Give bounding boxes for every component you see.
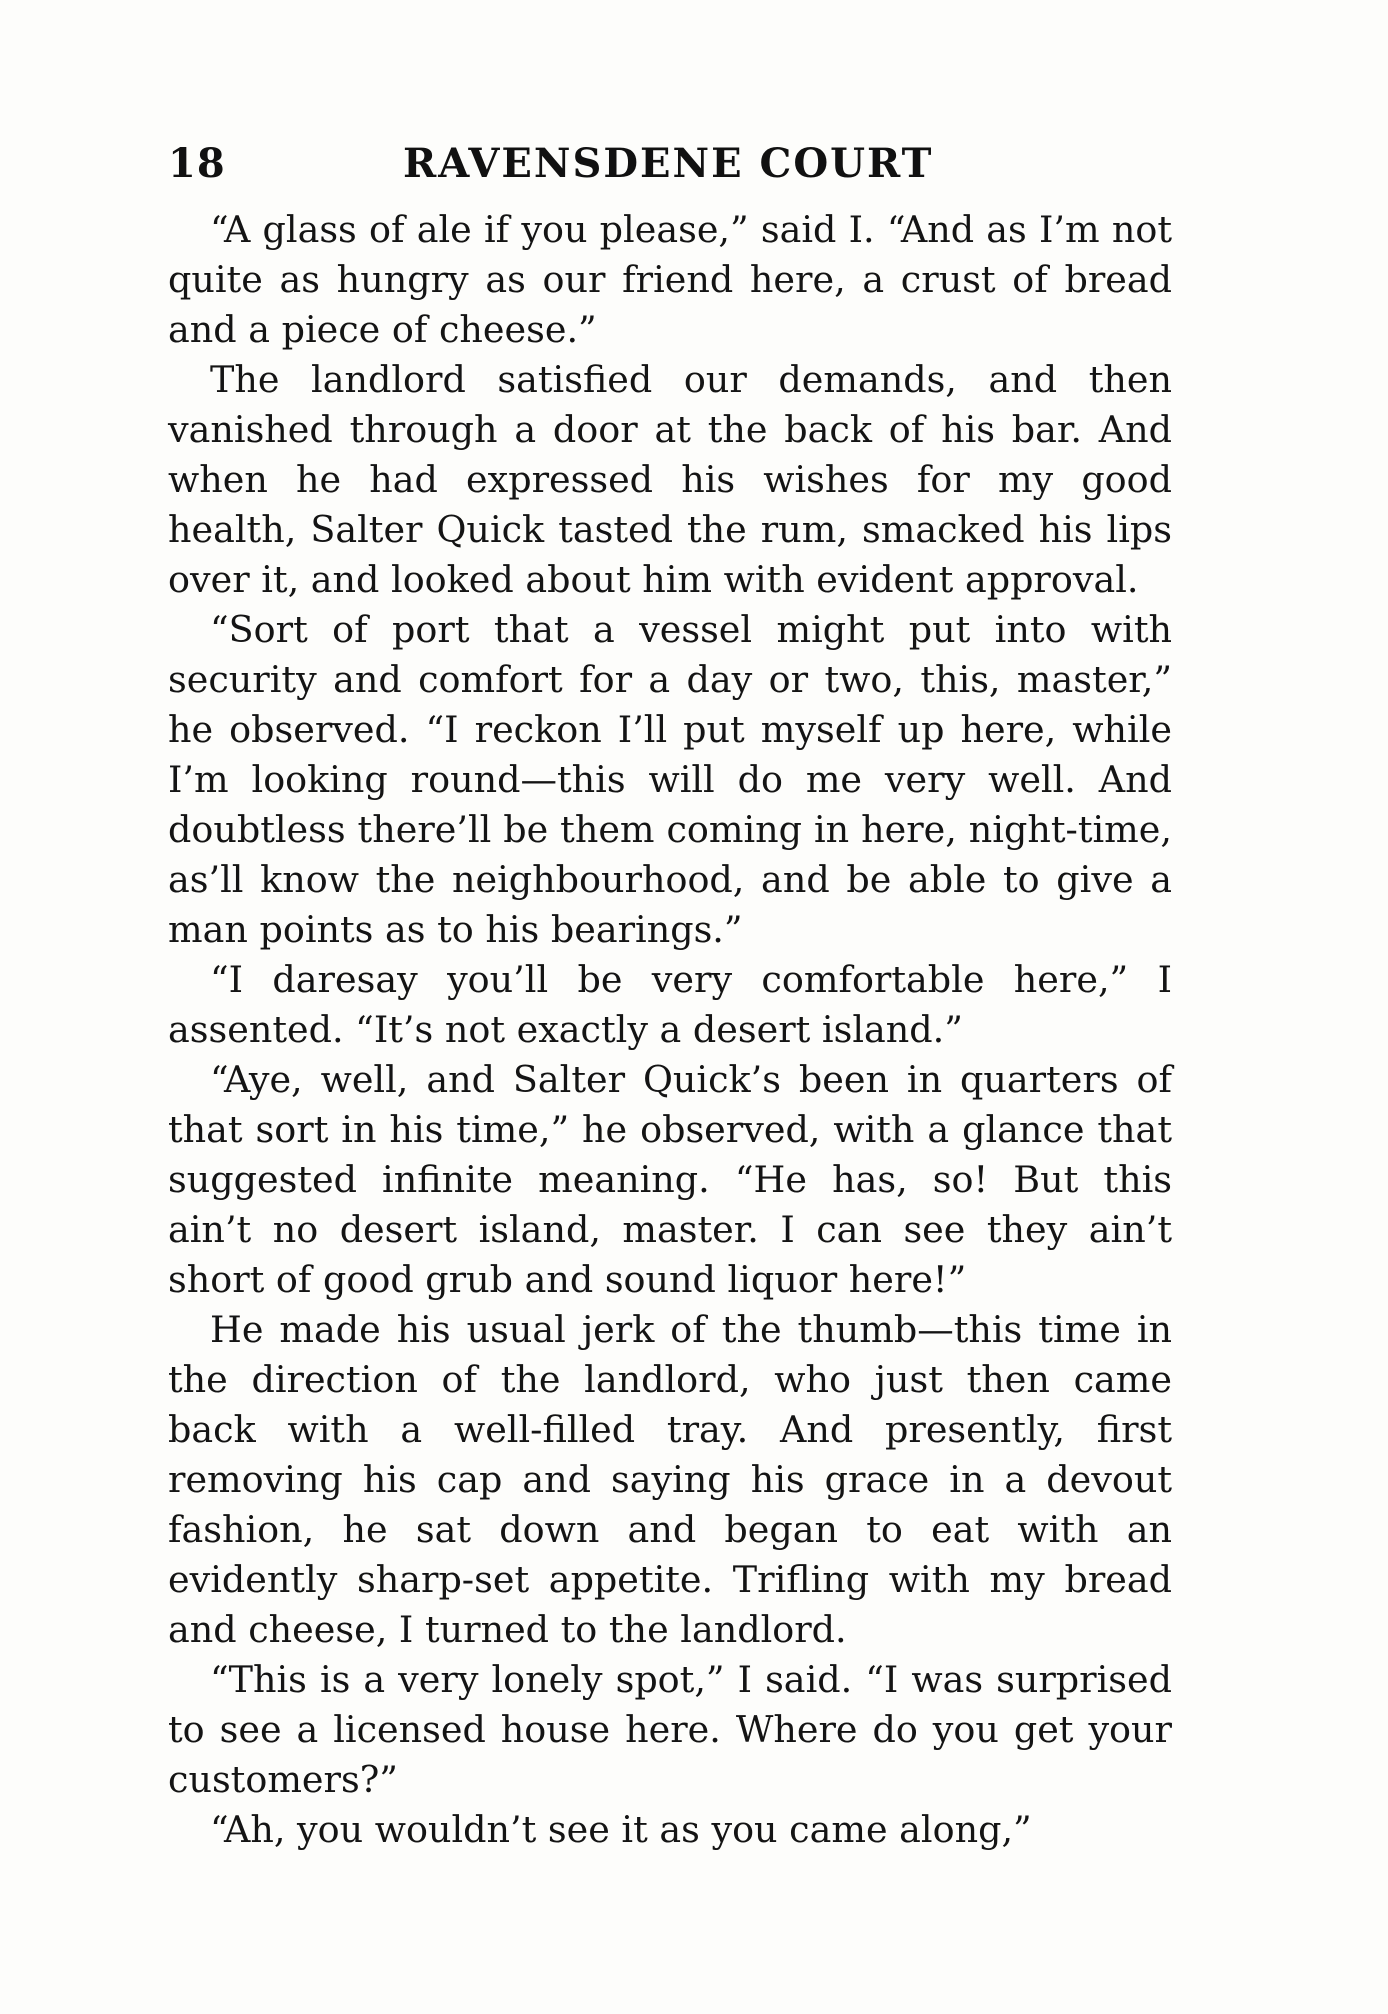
paragraph: “Ah, you wouldn’t see it as you came along,” [210,1808,1032,1851]
paragraph: The landlord satisfied our demands, and then vanished through a door at the back of his bar. And when he had expressed his wishes for my good health, Salter Quick tasted the rum, smacked his lips over it, and looked about him with evident approval. [168,358,1172,601]
paragraph: He made his usual jerk of the thumb—this time in the direction of the landlord, who just then came back with a well-filled tray. And presently, first removing his cap and saying his grace in a devout fashion, he sat down and began to eat with an evidently sharp-set appetite. Trifling with my bread and cheese, I turned to the landlord. [168,1308,1172,1651]
paragraph: “Aye, well, and Salter Quick’s been in quarters of that sort in his time,” he observed, with a glance that suggested infinite meaning. “He has, so! But this ain’t no desert island, master. I can see they ain’t short of good grub and sound liquor here!” [168,1058,1172,1301]
paragraph: “This is a very lonely spot,” I said. “I was surprised to see a licensed house here. Where do you get your customers?” [168,1658,1172,1801]
paragraph: “I daresay you’ll be very comfortable here,” I assented. “It’s not exactly a desert island.” [168,958,1172,1051]
paragraph: “Sort of port that a vessel might put into with security and comfort for a day or two, this, master,” he observed. “I reckon I’ll put myself up here, while I’m looking round—this will do me very well. And doubtless there’ll be them coming in here, night-time, as’ll know the neighbourhood, and be able to give a man points as to his bearings.” [168,608,1172,951]
body-text [168,205,1172,1855]
running-title: RAVENSDENE COURT [403,140,934,187]
page-number: 18 [168,140,226,187]
paragraph: “A glass of ale if you please,” said I. “And as I’m not quite as hungry as our friend here, a crust of bread and a piece of cheese.” [168,208,1172,351]
page-header [168,140,1168,200]
